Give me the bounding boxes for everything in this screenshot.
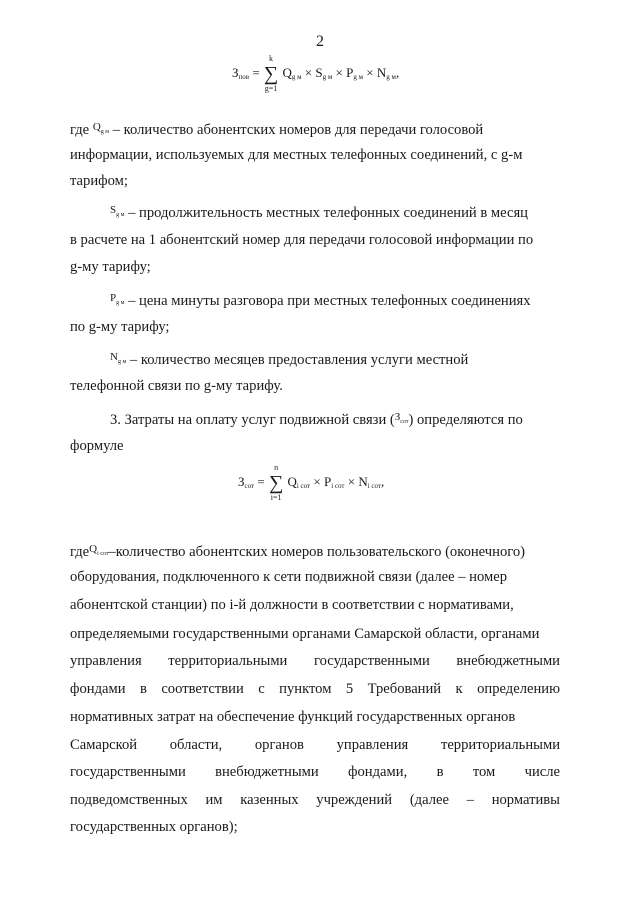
def-n-line2: телефонной связи по g-му тарифу. xyxy=(70,378,283,394)
def2-line7: нормативных затрат на обеспечение функций государственных органов xyxy=(70,709,516,725)
def2-line10: подведомственных им казенных учреждений (далее – нормативы xyxy=(70,792,560,808)
def2-line9: государственными внебюджетными фондами, в том числе xyxy=(70,764,560,780)
def-s-line3: g-му тарифу; xyxy=(70,259,151,275)
def2-line11: государственных органов); xyxy=(70,819,238,835)
def2-line1: где$^{Q_{i сот}}$–количество абонентских номеров пользовательского (оконечного) xyxy=(70,543,526,560)
def2-line3: абонентской станции) по i-й должности в соответствии с нормативами, xyxy=(70,597,514,613)
def2-line4: определяемыми государственными органами Самарской области, органами xyxy=(70,626,540,642)
item3-line1: 3. Затраты на оплату услуг подвижной связи ($^{З_{сот}}$) определяются по xyxy=(110,411,523,428)
def-s-line2: в расчете на 1 абонентский номер для передачи голосовой информации по xyxy=(70,232,534,248)
formula-local-calls: $З_{пов}$ = ∑ k g=1 $Q_{g м} \times S_{g м} \times P_{g м} \times N_{g м}$, xyxy=(232,54,400,93)
def2-line5: управления территориальными государственными внебюджетными xyxy=(70,653,560,669)
def2-line2: оборудования, подключенного к сети подвижной связи (далее – номер xyxy=(70,569,507,585)
def-q-line3: тарифом; xyxy=(70,173,128,189)
def-p-line1: $^{P_{g м}}$ – цена минуты разговора при местных телефонных соединениях xyxy=(110,292,531,309)
item3-line2: формуле xyxy=(70,438,124,454)
def2-line6: фондами в соответствии с пунктом 5 Требований к определению xyxy=(70,681,560,697)
def-s-line1: $^{S_{g м}}$ – продолжительность местных телефонных соединений в месяц xyxy=(110,204,528,221)
def-p-line2: по g-му тарифу; xyxy=(70,319,170,335)
sum-symbol: ∑ n i=1 xyxy=(268,463,284,502)
def-n-line1: $^{N_{g м}}$ – количество месяцев предоставления услуги местной xyxy=(110,351,469,368)
def-q-line2: информации, используемых для местных телефонных соединений, с g-м xyxy=(70,147,523,163)
sum-symbol: ∑ k g=1 xyxy=(263,54,279,93)
def2-line8: Самарской области, органов управления территориальными xyxy=(70,737,560,753)
def-q-line1: где $^{Q_{g м}}$ – количество абонентских номеров для передачи голосовой xyxy=(70,121,484,138)
formula-mobile: $З_{сот}$ = ∑ n i=1 $Q_{i сот} \times P_{i сот} \times N_{i сот}$, xyxy=(238,463,385,502)
page-number: 2 xyxy=(316,33,324,50)
